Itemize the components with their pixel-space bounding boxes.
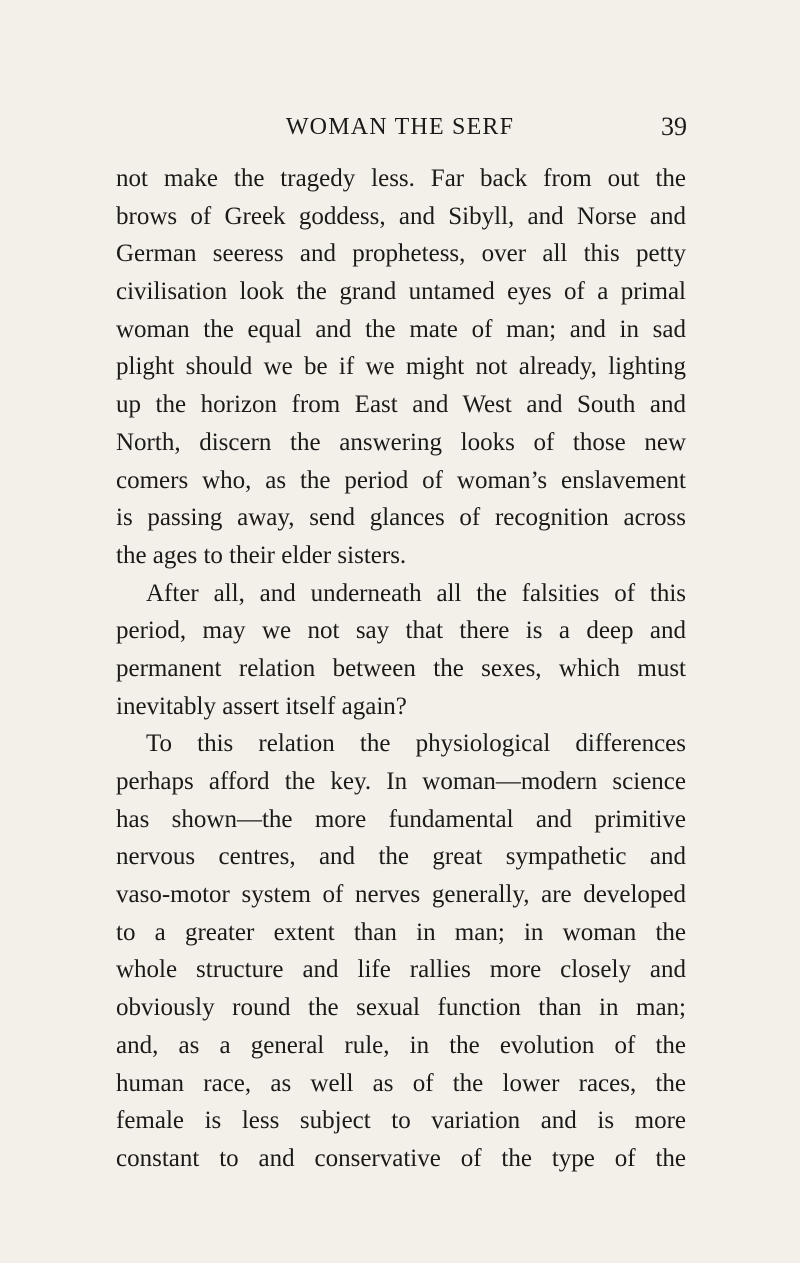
text-line: whole structure and life rallies more closely and [116, 956, 686, 984]
text-line: period, may we not say that there is a deep and [116, 617, 686, 645]
text-line: German seeress and prophetess, over all this petty [116, 240, 686, 268]
text-line: obviously round the sexual function than in man; [116, 994, 686, 1022]
text-line: civilisation look the grand untamed eyes of a primal [116, 278, 686, 306]
text-line: North, discern the answering looks of those new [116, 428, 686, 456]
running-title: WOMAN THE SERF [285, 114, 515, 140]
text-line: permanent relation between the sexes, which must [116, 654, 686, 682]
text-line: plight should we be if we might not already, lighting [116, 353, 686, 381]
text-line: up the horizon from East and West and South and [116, 391, 686, 419]
text-line: human race, as well as of the lower races, the [116, 1069, 686, 1097]
text-line: and, as a general rule, in the evolution of the [116, 1031, 686, 1059]
text-line: not make the tragedy less. Far back from out the [116, 165, 686, 192]
body-text [116, 160, 686, 1178]
page-number: 39 [661, 112, 687, 141]
text-line: woman the equal and the mate of man; and in sad [116, 315, 686, 343]
running-head [0, 110, 800, 144]
text-line: vaso-motor system of nerves generally, are developed [116, 881, 686, 909]
text-line: comers who, as the period of woman’s enslavement [116, 466, 686, 494]
text-line: is passing away, send glances of recognition across [116, 504, 686, 532]
text-line: nervous centres, and the great sympathetic and [116, 843, 686, 871]
text-line: perhaps afford the key. In woman—modern science [116, 768, 686, 795]
text-line: has shown—the more fundamental and primitive [116, 805, 686, 833]
text-line: to a greater extent than in man; in woman the [116, 918, 686, 946]
text-line: To this relation the physiological differences [146, 730, 686, 758]
text-line: brows of Greek goddess, and Sibyll, and Norse and [116, 202, 686, 230]
text-line: inevitably assert itself again? [116, 692, 407, 720]
text-line: constant to and conservative of the type of the [116, 1144, 686, 1172]
text-line: the ages to their elder sisters. [116, 541, 407, 569]
text-line: female is less subject to variation and is more [116, 1107, 686, 1135]
text-line: After all, and underneath all the falsities of this [146, 579, 686, 607]
